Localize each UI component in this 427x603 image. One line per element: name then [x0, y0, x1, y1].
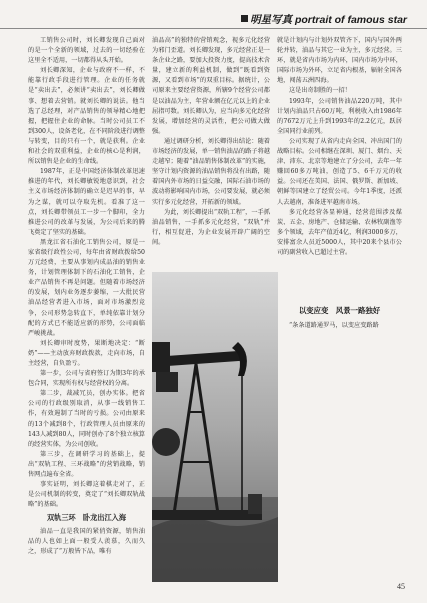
paragraph: 公司实现了从省内走向全国、冲出国门的战略目标。公司相继在深圳、厦门、烟台、天津、沛东、北京等地建立了分公司，去年一年赚回60多万吨油，创造了5、6千万元的收益。公司还在美国、法国、俄罗斯、新加坡、朝鲜等国建立了经贸公司。今年1季度，还派人去越南，准备进军越南市场。 [277, 137, 402, 206]
text-column-3 [277, 36, 402, 331]
paragraph: 刘长卿审时度势，果断地决定：“断奶”——主动放弃财政拨款，走向市场，自主经营，自负盈亏。 [28, 339, 145, 367]
paragraph: 为此，刘长卿提出“双轨工程”，一手抓油品销售，一手抓多元化经营，“双轨”并行，相互促进，为企业发展开辟广阔的空间。 [152, 208, 270, 246]
square-bullet-icon [241, 15, 248, 22]
paragraph: 通过调研分析，刘长卿得出结论：随着市场经济的发展，单一销售油品的路子将越走越窄；随着“油品销售体制改革”的实施，坚守计划内资源的油品销售将没有出路，随着国内外市场的日益交融，国际石油市场的波动将影响国内市场，公司要发展，就必须实行多元化经营，开拓新的领域。 [152, 137, 270, 206]
paragraph: 油品一直是我国的紧俏资源，销售油品的人也如上面一般受人羡慕，久而久之，形成了“万般皆下品，唯有 [28, 527, 145, 555]
section-heading-2: 以变应变 风景一路独好 [298, 306, 381, 315]
paragraph: 第一步，公司与省府签订为期3年的承包合同，实现所有权与经营权的分离。 [28, 370, 145, 388]
text-column-2 [152, 36, 270, 266]
paragraph: 事实证明，刘长卿这着棋走对了，正是公司机制的转变，奠定了“刘长卿双轨战略”的基础。 [28, 481, 145, 509]
paragraph: 黑龙江省石油化工销售公司，原是一家省级行政性公司，每年由省财政拨给50万元经费，主要从事划内成品油的销售业务，计划管理体制下的石油化工销售，企业产品销售不再是问题。但随着市场经济的发展，划内业务逐步萎缩，一大批民营油品经营者进入市场，面对市场激烈竞争，公司形势急转直下，单纯依靠计划分配的方式已不能适应新的形势，公司面临严峻挑战。 [28, 238, 145, 337]
header-rule [0, 28, 427, 29]
header-title-text: 明星写真 portrait of famous star [250, 14, 407, 26]
page-number: 45 [397, 582, 405, 591]
page-header [0, 6, 427, 26]
paragraph: 工销售公司时，刘长卿发现自己面对的是一个全新的领域，过去的一切经验在这里全不适用，一切都得从头开始。 [28, 37, 145, 65]
magazine-section-title [241, 12, 407, 27]
paragraph: 这是出奇制胜的一招！ [289, 87, 351, 95]
text-column-1 [28, 36, 145, 576]
oil-pump-photo [152, 272, 278, 582]
paragraph: 油品高”的独特的营销观念，视多元化经营为邪门歪道。刘长卿发现，多元经营正是一条企业之路，要加大投资力度，提高技术含量，建立新的利益机制，做到“既看到资源，又看到市场”的双重目标。据统计，公司原来主要经营资源，所辖9个经营公司都是以油品为主，年营业额在亿元以上的企业屈指可数。刘长卿认为，应当向多元化经营发展，增加经营的灵活性，把公司做大做强。 [152, 37, 270, 135]
pump-jack-illustration [152, 272, 278, 582]
paragraph: 第二步，裁减冗员，创办实体。把省公司的行政级别取消，从事一线销售工作，有效遏制了当时的亏损。公司由原来的13个减到8个，行政管理人员由原来的143人减到80人，同时创办了8个独立核算的经营实体，为公司创收。 [28, 390, 145, 448]
paragraph: 多元化经营各显神通，经营范围涉及煤炭、五金、房地产、仓储运输、农林牧副渔等多个领域，去年产值近4亿，利润3000多万，安排富余人员近5000人，其中20来个县市公司的副营收入已超过主营。 [277, 208, 402, 256]
paragraph: 就是计划内与计划外双管齐下，国内与国外两轮并转，油品与其它一业为主，多元经营。三环，就是省内市场为内环，国内市场为中环，国际市场为外环，立足省内根基，辐射全国各地，闯荡五洲四海。 [277, 37, 402, 85]
section-heading: 双轨三环 卧龙出江入海 [46, 513, 127, 523]
paragraph: 刘长卿深知，企业与政府不一样，不能靠行政手段进行管理。企业的任务就是“卖出去”，必须讲“卖出去”，刘长卿做事、想着去营销。就刘长卿的说法。他当选了总经理，对产品销售的领导精心地把握，把握住企业的命脉。当时公司员工不到300人，设备老化，在不同阶段进行调整与转变，目的只有一个，就是获利。企业和社会的双重利益，企业的核心是利润，所以销售是企业的生命线。 [28, 67, 145, 166]
paragraph: 1987年，正是中国经济体制改革迅速推进的年代，刘长卿敏锐地意识到，社会主义市场经济体制的确立是迟早的事，早为之谋，就可以夺取先机。看准了这一点，刘长卿带领员工一步一个脚印，全力推进公司的改革与发展，为公司后来的腾飞奠定了坚实的基础。 [28, 168, 145, 236]
paragraph: “条条道路通罗马，以变应变路路 [289, 322, 379, 329]
text-column-3-tail [277, 321, 402, 331]
paragraph: 1993年，公司销售油品220万吨，其中计划内油品只占60万吨，利税收入由1986年的7672万元上升到1993年的2.2亿元，跃居全国同行业前列。 [277, 97, 402, 135]
paragraph: 第三步，在调研学习的基础上，提出“双轨工程、三环战略”的营销战略，销售网点遍布全省。 [28, 450, 145, 479]
